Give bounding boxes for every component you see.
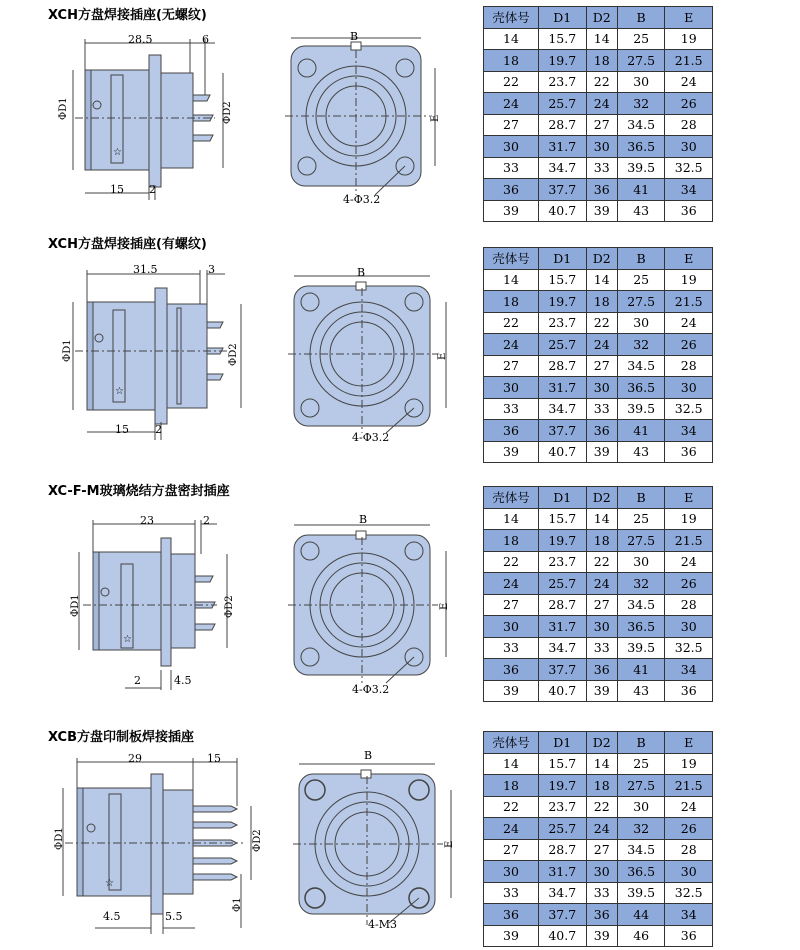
- cell: 36: [484, 904, 539, 926]
- cell: 37.7: [539, 659, 587, 681]
- cell: 21.5: [665, 291, 713, 313]
- cell: 27.5: [617, 775, 665, 797]
- side-view-drawing: [55, 25, 250, 205]
- cell: 30: [586, 616, 617, 638]
- cell: 34.7: [539, 398, 587, 420]
- side-view-drawing: [55, 510, 250, 690]
- table-row: [484, 882, 713, 904]
- cell: 34.7: [539, 882, 587, 904]
- table-row: [484, 775, 713, 797]
- table-row: [484, 680, 713, 702]
- front-right-label: E: [439, 602, 450, 610]
- front-top-label: B: [357, 266, 366, 279]
- table-row: [484, 398, 713, 420]
- front-view-drawing: [288, 515, 458, 695]
- cell: 39.5: [617, 882, 665, 904]
- cell: 14: [484, 28, 539, 50]
- dim-right: 3: [208, 263, 215, 276]
- cell: 40.7: [539, 200, 587, 222]
- table-row: [484, 355, 713, 377]
- cell: 30: [665, 616, 713, 638]
- cell: 37.7: [539, 179, 587, 201]
- cell: 30: [617, 551, 665, 573]
- cell: 32: [617, 93, 665, 115]
- cell: 25: [617, 269, 665, 291]
- dim-right: 15: [207, 752, 221, 765]
- cell: 18: [586, 530, 617, 552]
- dim-bottom-2: 5.5: [165, 910, 183, 923]
- cell: 34: [665, 179, 713, 201]
- table-row: [484, 796, 713, 818]
- col-header: D2: [586, 7, 617, 29]
- table-row: [484, 904, 713, 926]
- cell: 14: [586, 508, 617, 530]
- cell: 25: [617, 753, 665, 775]
- cell: 34: [665, 659, 713, 681]
- cell: 26: [665, 334, 713, 356]
- col-header: D2: [586, 487, 617, 509]
- table-row: [484, 659, 713, 681]
- cell: 31.7: [539, 861, 587, 883]
- table-row: [484, 420, 713, 442]
- cell: 32.5: [665, 637, 713, 659]
- cell: 33: [586, 157, 617, 179]
- table-row: [484, 179, 713, 201]
- cell: 27: [484, 355, 539, 377]
- cell: 34.7: [539, 157, 587, 179]
- table-row: [484, 93, 713, 115]
- table-row: [484, 753, 713, 775]
- cell: 36: [484, 179, 539, 201]
- cell: 28.7: [539, 839, 587, 861]
- cell: 18: [484, 775, 539, 797]
- cell: 36: [665, 925, 713, 947]
- cell: 30: [586, 136, 617, 158]
- cell: 27.5: [617, 291, 665, 313]
- col-header: D1: [539, 487, 587, 509]
- cell: 24: [665, 71, 713, 93]
- cell: 46: [617, 925, 665, 947]
- section-title: XCH方盘焊接插座(无螺纹): [48, 8, 207, 23]
- col-header: D1: [539, 732, 587, 754]
- label-d1: ΦD1: [58, 97, 69, 120]
- svg-text:☆: ☆: [113, 147, 122, 158]
- cell: 19.7: [539, 775, 587, 797]
- section-title: XCB方盘印制板焊接插座: [48, 730, 195, 745]
- table-row: [484, 530, 713, 552]
- table-row: [484, 28, 713, 50]
- cell: 22: [586, 71, 617, 93]
- svg-text:☆: ☆: [123, 634, 132, 645]
- table-row: [484, 551, 713, 573]
- cell: 24: [484, 334, 539, 356]
- label-d1: ΦD1: [70, 594, 81, 617]
- dim-bottom-2: 2: [149, 183, 156, 196]
- table-row: [484, 594, 713, 616]
- cell: 24: [484, 93, 539, 115]
- cell: 30: [484, 377, 539, 399]
- cell: 14: [586, 753, 617, 775]
- col-header: E: [665, 732, 713, 754]
- cell: 32.5: [665, 882, 713, 904]
- table-row: [484, 616, 713, 638]
- spec-table: [483, 6, 713, 222]
- cell: 41: [617, 179, 665, 201]
- cell: 34.5: [617, 114, 665, 136]
- cell: 19: [665, 508, 713, 530]
- cell: 15.7: [539, 269, 587, 291]
- col-header: 壳体号: [484, 248, 539, 270]
- cell: 18: [484, 291, 539, 313]
- cell: 24: [586, 573, 617, 595]
- label-phi1: Φ1: [232, 897, 243, 912]
- col-header: 壳体号: [484, 732, 539, 754]
- cell: 36.5: [617, 136, 665, 158]
- cell: 27: [586, 594, 617, 616]
- cell: 39: [586, 200, 617, 222]
- spec-table: [483, 486, 713, 702]
- cell: 14: [484, 508, 539, 530]
- col-header: 壳体号: [484, 7, 539, 29]
- cell: 18: [484, 50, 539, 72]
- dim-bottom-1: 2: [134, 674, 141, 687]
- cell: 24: [665, 312, 713, 334]
- col-header: D2: [586, 732, 617, 754]
- cell: 43: [617, 680, 665, 702]
- dim-bottom-1: 15: [110, 183, 124, 196]
- col-header: E: [665, 248, 713, 270]
- cell: 39.5: [617, 637, 665, 659]
- cell: 26: [665, 818, 713, 840]
- cell: 22: [586, 796, 617, 818]
- front-hole-label: 4-Φ3.2: [352, 431, 390, 444]
- table-row: [484, 136, 713, 158]
- cell: 30: [665, 136, 713, 158]
- table-row: [484, 839, 713, 861]
- side-view-drawing: [45, 748, 260, 938]
- label-d2: ΦD2: [228, 343, 239, 366]
- cell: 19: [665, 28, 713, 50]
- cell: 14: [484, 753, 539, 775]
- cell: 36: [586, 420, 617, 442]
- cell: 24: [586, 334, 617, 356]
- cell: 18: [484, 530, 539, 552]
- cell: 37.7: [539, 904, 587, 926]
- cell: 33: [586, 882, 617, 904]
- dim-bottom-1: 4.5: [103, 910, 121, 923]
- cell: 25.7: [539, 93, 587, 115]
- cell: 22: [484, 551, 539, 573]
- front-right-label: E: [437, 352, 448, 360]
- table-row: [484, 114, 713, 136]
- cell: 22: [586, 551, 617, 573]
- cell: 27: [586, 355, 617, 377]
- cell: 33: [586, 637, 617, 659]
- cell: 39: [484, 441, 539, 463]
- col-header: B: [617, 487, 665, 509]
- svg-text:☆: ☆: [105, 878, 114, 889]
- cell: 34.5: [617, 355, 665, 377]
- front-top-label: B: [364, 749, 373, 762]
- cell: 32: [617, 818, 665, 840]
- front-right-label: E: [430, 114, 441, 122]
- cell: 36: [586, 904, 617, 926]
- cell: 14: [484, 269, 539, 291]
- cell: 31.7: [539, 377, 587, 399]
- label-d2: ΦD2: [252, 829, 263, 852]
- front-view-drawing: [288, 268, 458, 448]
- table-row: [484, 925, 713, 947]
- cell: 36: [484, 420, 539, 442]
- cell: 24: [484, 818, 539, 840]
- cell: 39: [586, 925, 617, 947]
- section-title: XCH方盘焊接插座(有螺纹): [48, 237, 207, 252]
- cell: 39: [484, 680, 539, 702]
- col-header: B: [617, 248, 665, 270]
- label-d1: ΦD1: [54, 827, 65, 850]
- cell: 23.7: [539, 551, 587, 573]
- dim-bottom-1: 15: [115, 423, 129, 436]
- cell: 23.7: [539, 796, 587, 818]
- cell: 28.7: [539, 114, 587, 136]
- dim-bottom-2: 2: [155, 423, 162, 436]
- cell: 28: [665, 594, 713, 616]
- dim-top: 28.5: [128, 33, 153, 46]
- cell: 30: [586, 377, 617, 399]
- cell: 28.7: [539, 355, 587, 377]
- cell: 32.5: [665, 157, 713, 179]
- spec-table: [483, 731, 713, 947]
- cell: 25: [617, 28, 665, 50]
- cell: 36: [665, 200, 713, 222]
- cell: 39.5: [617, 157, 665, 179]
- cell: 37.7: [539, 420, 587, 442]
- cell: 25.7: [539, 573, 587, 595]
- cell: 36.5: [617, 377, 665, 399]
- cell: 25.7: [539, 334, 587, 356]
- cell: 32.5: [665, 398, 713, 420]
- svg-text:☆: ☆: [115, 386, 124, 397]
- col-header: B: [617, 7, 665, 29]
- col-header: 壳体号: [484, 487, 539, 509]
- cell: 24: [665, 796, 713, 818]
- cell: 33: [484, 637, 539, 659]
- cell: 30: [586, 861, 617, 883]
- cell: 30: [617, 796, 665, 818]
- table-row: [484, 50, 713, 72]
- cell: 19.7: [539, 291, 587, 313]
- cell: 21.5: [665, 530, 713, 552]
- table-row: [484, 200, 713, 222]
- cell: 23.7: [539, 312, 587, 334]
- cell: 36: [484, 659, 539, 681]
- table-row: [484, 71, 713, 93]
- table-row: [484, 377, 713, 399]
- cell: 36.5: [617, 861, 665, 883]
- cell: 41: [617, 420, 665, 442]
- cell: 30: [484, 136, 539, 158]
- section-title: XC-F-M玻璃烧结方盘密封插座: [48, 484, 230, 499]
- dim-top: 23: [140, 514, 154, 527]
- label-d2: ΦD2: [224, 595, 235, 618]
- cell: 21.5: [665, 775, 713, 797]
- spec-table: [483, 247, 713, 463]
- col-header: B: [617, 732, 665, 754]
- cell: 24: [586, 818, 617, 840]
- cell: 36: [586, 659, 617, 681]
- cell: 33: [484, 157, 539, 179]
- cell: 27.5: [617, 530, 665, 552]
- cell: 39: [484, 925, 539, 947]
- front-hole-label: 4-Φ3.2: [343, 193, 381, 206]
- cell: 41: [617, 659, 665, 681]
- dim-top: 29: [128, 752, 142, 765]
- cell: 39: [484, 200, 539, 222]
- front-hole-label: 4-M3: [368, 918, 397, 931]
- dim-right: 2: [203, 514, 210, 527]
- cell: 33: [484, 882, 539, 904]
- cell: 34.5: [617, 594, 665, 616]
- table-row: [484, 861, 713, 883]
- cell: 27: [484, 839, 539, 861]
- table-row: [484, 334, 713, 356]
- cell: 34: [665, 420, 713, 442]
- col-header: E: [665, 7, 713, 29]
- cell: 14: [586, 28, 617, 50]
- cell: 44: [617, 904, 665, 926]
- cell: 27: [586, 839, 617, 861]
- front-top-label: B: [359, 513, 368, 526]
- cell: 28: [665, 839, 713, 861]
- side-view-drawing: [55, 262, 250, 442]
- cell: 30: [665, 377, 713, 399]
- cell: 26: [665, 93, 713, 115]
- cell: 15.7: [539, 508, 587, 530]
- table-row: [484, 441, 713, 463]
- cell: 30: [617, 312, 665, 334]
- front-hole-label: 4-Φ3.2: [352, 683, 390, 696]
- table-row: [484, 637, 713, 659]
- col-header: D1: [539, 7, 587, 29]
- table-row: [484, 573, 713, 595]
- cell: 32: [617, 573, 665, 595]
- cell: 22: [484, 796, 539, 818]
- table-row: [484, 312, 713, 334]
- cell: 28: [665, 355, 713, 377]
- cell: 24: [665, 551, 713, 573]
- table-row: [484, 157, 713, 179]
- cell: 27: [586, 114, 617, 136]
- cell: 30: [665, 861, 713, 883]
- cell: 31.7: [539, 136, 587, 158]
- front-top-label: B: [350, 30, 359, 43]
- label-d1: ΦD1: [62, 339, 73, 362]
- cell: 24: [586, 93, 617, 115]
- cell: 36: [665, 680, 713, 702]
- cell: 40.7: [539, 680, 587, 702]
- cell: 19.7: [539, 530, 587, 552]
- cell: 32: [617, 334, 665, 356]
- cell: 39: [586, 680, 617, 702]
- cell: 30: [617, 71, 665, 93]
- cell: 34.5: [617, 839, 665, 861]
- cell: 36: [586, 179, 617, 201]
- dim-right: 6: [202, 33, 209, 46]
- front-right-label: E: [444, 840, 455, 848]
- cell: 23.7: [539, 71, 587, 93]
- col-header: D1: [539, 248, 587, 270]
- cell: 28: [665, 114, 713, 136]
- col-header: E: [665, 487, 713, 509]
- table-row: [484, 291, 713, 313]
- cell: 25.7: [539, 818, 587, 840]
- cell: 28.7: [539, 594, 587, 616]
- cell: 36: [665, 441, 713, 463]
- label-d2: ΦD2: [222, 101, 233, 124]
- cell: 36.5: [617, 616, 665, 638]
- cell: 33: [586, 398, 617, 420]
- cell: 22: [484, 312, 539, 334]
- cell: 15.7: [539, 28, 587, 50]
- cell: 34.7: [539, 637, 587, 659]
- cell: 18: [586, 291, 617, 313]
- cell: 43: [617, 441, 665, 463]
- cell: 39.5: [617, 398, 665, 420]
- cell: 27.5: [617, 50, 665, 72]
- cell: 18: [586, 50, 617, 72]
- cell: 40.7: [539, 441, 587, 463]
- col-header: D2: [586, 248, 617, 270]
- dim-bottom-2: 4.5: [174, 674, 192, 687]
- cell: 19.7: [539, 50, 587, 72]
- cell: 27: [484, 114, 539, 136]
- cell: 39: [586, 441, 617, 463]
- cell: 22: [586, 312, 617, 334]
- table-row: [484, 818, 713, 840]
- table-row: [484, 508, 713, 530]
- cell: 22: [484, 71, 539, 93]
- cell: 24: [484, 573, 539, 595]
- cell: 26: [665, 573, 713, 595]
- front-view-drawing: [293, 760, 463, 940]
- cell: 30: [484, 616, 539, 638]
- cell: 34: [665, 904, 713, 926]
- cell: 40.7: [539, 925, 587, 947]
- cell: 43: [617, 200, 665, 222]
- cell: 19: [665, 753, 713, 775]
- cell: 14: [586, 269, 617, 291]
- cell: 27: [484, 594, 539, 616]
- cell: 19: [665, 269, 713, 291]
- cell: 21.5: [665, 50, 713, 72]
- cell: 31.7: [539, 616, 587, 638]
- cell: 30: [484, 861, 539, 883]
- cell: 18: [586, 775, 617, 797]
- dim-top: 31.5: [133, 263, 158, 276]
- cell: 33: [484, 398, 539, 420]
- cell: 15.7: [539, 753, 587, 775]
- cell: 25: [617, 508, 665, 530]
- table-row: [484, 269, 713, 291]
